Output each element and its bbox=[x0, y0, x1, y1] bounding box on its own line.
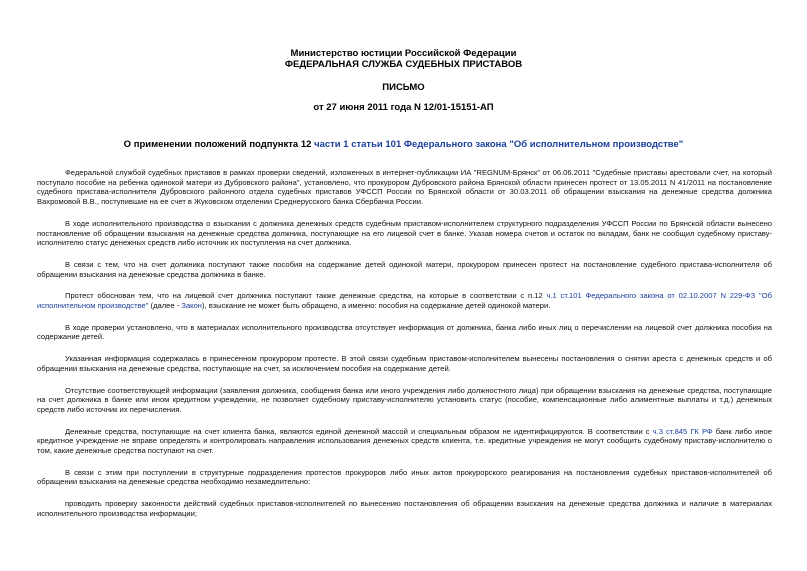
paragraph-4-text-b: (далее - bbox=[148, 301, 182, 311]
paragraph-8-text-a: Денежные средства, поступающие на счет клиента банка, являются единой денежной массой и специальным образом не идентифицируются. В соответствии с bbox=[65, 426, 653, 436]
paragraph-7: Отсутствие соответствующей информации (заявления должника, сообщения банка или иного учреждения либо должностного лица) при обращении взыскания на денежные средства, поступающие на счет должника в банке или ином кредитном учреждении, не позволяет судебному приставу-исполнителю установить статус (пособие, компенсационные либо алиментные выплаты и т.д.) денежных средств либо источник их перечисления. bbox=[37, 385, 772, 414]
subject-prefix: О применении положений подпункта 12 bbox=[123, 139, 315, 150]
document-subject bbox=[0, 139, 807, 150]
paragraph-3: В связи с тем, что на счет должника поступают также пособия на содержание детей одинокой матери, прокурором принесен протест на постановление судебного пристава-исполнителя об обращении взыскания на денежные средства должника в банке. bbox=[37, 259, 772, 279]
paragraph-5: В ходе проверки установлено, что в материалах исполнительного производства отсутствует информация от должника, банка либо иных лиц о перечислении на лицевой счет должника пособия на содержание детей. bbox=[37, 322, 772, 342]
paragraph-8 bbox=[37, 427, 772, 456]
paragraph-8-text-b: банк либо иное кредитное учреждение не вправе определять и контролировать направления использования денежных средств клиента, т.е. кредитные учреждения не могут сообщить судебному приставу-исполнителю о том, какие денежные средства поступают на счет. bbox=[37, 426, 772, 456]
document-body bbox=[37, 168, 772, 531]
ministry-name: Министерство юстиции Российской Федерации bbox=[290, 48, 517, 59]
paragraph-4 bbox=[37, 291, 772, 310]
paragraph-10: проводить проверку законности действий судебных приставов-исполнителей по вынесению постановления об обращении взыскания на денежные средства должника и наличие в материалах исполнительного производства информации; bbox=[37, 499, 772, 518]
document-date-number: от 27 июня 2011 года N 12/01-15151-АП bbox=[313, 102, 494, 113]
paragraph-2: В ходе исполнительного производства о взыскании с должника денежных средств судебным приставом-исполнителем структурного подразделения УФССП России по Брянской области вынесено постановление об обращении взыскания на денежные средства должника, поступающие на его лицевой счет в банке. Указав номера счетов и остаток по вкладам, банк не сообщил судебному приставу-исполнителю статус денежных средств либо источник их поступления на счет должника. bbox=[37, 218, 772, 248]
subject-law-link[interactable]: части 1 статьи 101 Федерального закона "Об исполнительном производстве" bbox=[314, 139, 684, 150]
paragraph-9: В связи с этим при поступлении в структурные подразделения протестов прокуроров либо иных актов прокурорского реагирования на постановления судебных приставов-исполнителей об обращении взыскания на денежные средства необходимо незамедлительно: bbox=[37, 467, 772, 487]
paragraph-1: Федеральной службой судебных приставов в рамках проверки сведений, изложенных в интернет-публикации ИА "REGNUM-Брянск" от 06.06.2011 "Судебные приставы арестовали счет, на который поступало пособие на ребенка одинокой матери из Дубровского района", установлено, что прокурором Дубровского района Брянской области принесен протест от 13.05.2011 N 41/2011 на постановление судебного пристава-исполнителя Дубровского районного отдела судебных приставов УФССП России по Брянской области от 30.03.2011 об обращении взыскания на денежные средства должника Вахромовой В.В., поступившие на ее счет в Жуковском отделении Среднерусского банка Сбербанка России. bbox=[37, 168, 772, 207]
civil-code-845-link[interactable]: ч.3 ст.845 ГК РФ bbox=[652, 426, 713, 436]
paragraph-6: Указанная информация содержалась в принесенном прокурором протесте. В этой связи судебным приставом-исполнителем вынесены постановления о снятии ареста с денежных средств и об обращении взыскания на денежные средства, поступающие на счет, за исключением пособия на содержание детей. bbox=[37, 354, 772, 373]
paragraph-4-text-c: ), взыскание не может быть обращено, а именно: пособия на содержание детей одинокой матери. bbox=[202, 301, 551, 311]
paragraph-4-text-a: Протест обоснован тем, что на лицевой счет должника поступают также денежные средства, на которые в соответствии с п.12 bbox=[65, 291, 547, 301]
document-type: ПИСЬМО bbox=[382, 82, 425, 93]
law-229-fz-link[interactable]: ч.1 ст.101 Федерального закона от 02.10.2007 N 229-ФЗ "Об исполнительном производстве" bbox=[37, 291, 772, 311]
service-name: ФЕДЕРАЛЬНАЯ СЛУЖБА СУДЕБНЫХ ПРИСТАВОВ bbox=[284, 59, 523, 70]
law-short-link[interactable]: Закон bbox=[181, 301, 202, 311]
